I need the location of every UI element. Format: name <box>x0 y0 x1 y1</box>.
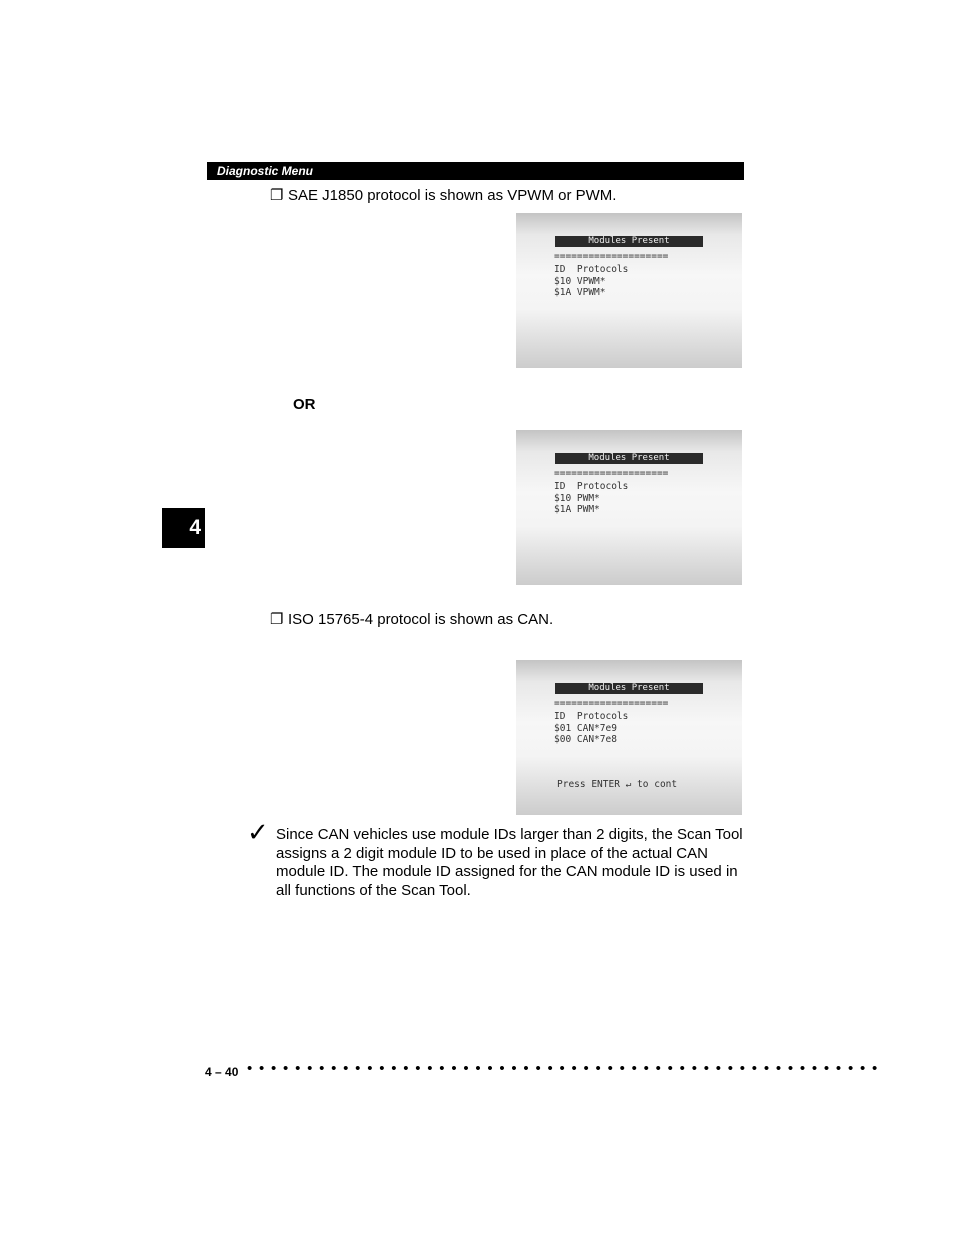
screen-separator: ==================== <box>554 698 669 709</box>
checkbox-bullet-icon: ❐ <box>270 611 284 628</box>
or-label: OR <box>293 396 316 413</box>
chapter-tab: 4 <box>162 508 205 548</box>
screen-column-header: ID Protocols <box>554 264 629 275</box>
screen-separator: ==================== <box>554 251 669 262</box>
screen-column-header: ID Protocols <box>554 711 629 722</box>
screen-row: $10 VPWM* <box>554 276 606 287</box>
scan-tool-screen-vpwm <box>516 213 742 368</box>
note-paragraph: Since CAN vehicles use module IDs larger than 2 digits, the Scan Tool assigns a 2 digit module ID to be used in place of the actual CAN module ID. The module ID assigned for the CAN module ID is used in all functions of the Scan Tool. <box>276 826 743 899</box>
screen-title: Modules Present <box>555 236 703 247</box>
checkbox-bullet-icon: ❐ <box>270 187 284 204</box>
footer-dot-leader: • • • • • • • • • • • • • • • • • • • • • • • • • • • • • • • • • • • • • • • • • • • • • • • • • • • • • <box>247 1060 879 1077</box>
bullet-item <box>270 611 553 629</box>
checkmark-icon: ✓ <box>247 818 269 848</box>
scan-tool-screen-can <box>516 660 742 815</box>
screen-row: $1A PWM* <box>554 504 600 515</box>
page-number: 4 – 40 <box>205 1065 239 1079</box>
bullet-text: SAE J1850 protocol is shown as VPWM or PWM. <box>288 187 617 204</box>
screen-row: $01 CAN*7e9 <box>554 723 617 734</box>
screen-row: $10 PWM* <box>554 493 600 504</box>
scan-tool-screen-pwm <box>516 430 742 585</box>
screen-column-header: ID Protocols <box>554 481 629 492</box>
screen-row: $1A VPWM* <box>554 287 606 298</box>
section-title: Diagnostic Menu <box>217 164 314 178</box>
screen-footer-prompt: Press ENTER ↵ to cont <box>557 779 678 790</box>
screen-separator: ==================== <box>554 468 669 479</box>
screen-title: Modules Present <box>555 683 703 694</box>
screen-title: Modules Present <box>555 453 703 464</box>
bullet-item <box>270 187 616 205</box>
bullet-text: ISO 15765-4 protocol is shown as CAN. <box>288 611 554 628</box>
section-header <box>207 162 744 180</box>
screen-row: $00 CAN*7e8 <box>554 734 617 745</box>
